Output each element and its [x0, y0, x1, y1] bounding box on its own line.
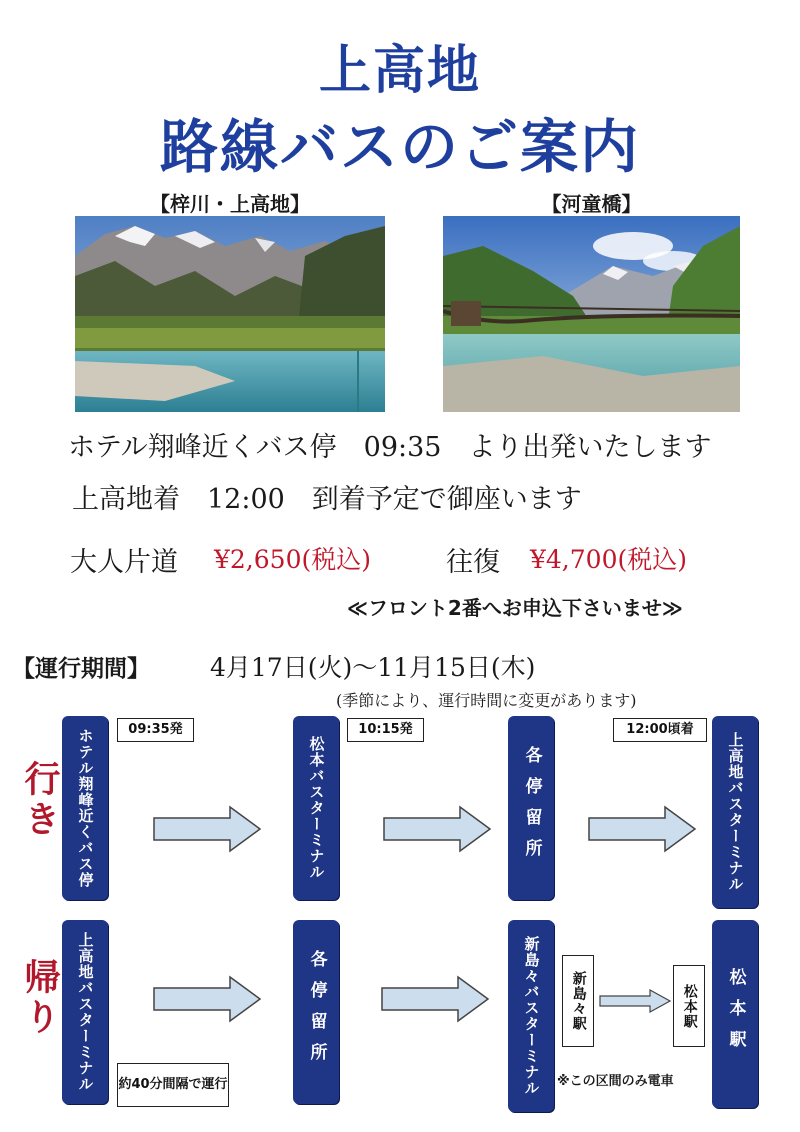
- oneway-price: ¥2,650(税込): [214, 545, 371, 574]
- round-label: 往復: [446, 547, 500, 578]
- outbound-label: 行き: [19, 760, 60, 840]
- stop-hotel-busstop: ホテル翔峰近くバス停: [62, 716, 108, 900]
- kappa-bridge-photo: [443, 216, 740, 412]
- stop-matsumoto-bt: 松本バスターミナル: [293, 716, 339, 900]
- stop-shinshimashima-bt: 新島々バスターミナル: [508, 920, 554, 1112]
- arrow-right-icon: [152, 805, 264, 853]
- return-label: 帰り: [19, 958, 60, 1038]
- stop-matsumoto-station: 松本駅: [712, 920, 758, 1108]
- time-kamikochi-arrive: 12:00頃着: [613, 718, 707, 742]
- photo-caption-azusa: 【梓川・上高地】: [150, 192, 310, 216]
- stop-matsumoto-station-small: 松本駅: [673, 965, 705, 1047]
- stop-each-busstop: 各停留所: [508, 716, 554, 900]
- arrow-right-icon: [598, 988, 672, 1014]
- stop-kamikochi-bt-return: 上高地バスターミナル: [62, 920, 108, 1104]
- departure-info: ホテル翔峰近くバス停 09:35 より出発いたします: [68, 432, 712, 463]
- time-matsumoto-depart: 10:15発: [347, 718, 424, 742]
- stop-kamikochi-bt: 上高地バスターミナル: [712, 716, 758, 908]
- arrow-right-icon: [587, 805, 699, 853]
- round-price: ¥4,700(税込): [530, 545, 687, 574]
- arrow-right-icon: [380, 975, 492, 1023]
- period-dates: 4月17日(火)～11月15日(木): [210, 653, 536, 682]
- arrow-right-icon: [152, 975, 264, 1023]
- stop-shinshimashima-station: 新島々駅: [562, 955, 594, 1047]
- period-note: (季節により、運行時間に変更があります): [336, 691, 637, 710]
- arrow-right-icon: [382, 805, 494, 853]
- page-subtitle: 路線バスのご案内: [159, 113, 640, 181]
- mountain-river-photo: [75, 216, 385, 412]
- time-hotel-depart: 09:35発: [117, 718, 194, 742]
- front-desk-note: ≪フロント2番へお申込下さいませ≫: [347, 596, 683, 620]
- page-title: 上高地: [318, 41, 481, 101]
- interval-note: 約40分間隔で運行: [117, 1063, 229, 1107]
- photo-caption-kappabashi: 【河童橋】: [541, 192, 642, 216]
- train-note: ※この区間のみ電車: [557, 1074, 674, 1089]
- stop-each-busstop-return: 各停留所: [293, 920, 339, 1104]
- arrival-info: 上高地着 12:00 到着予定で御座います: [72, 484, 582, 515]
- period-label: 【運行期間】: [12, 656, 150, 682]
- oneway-label: 大人片道: [70, 547, 178, 578]
